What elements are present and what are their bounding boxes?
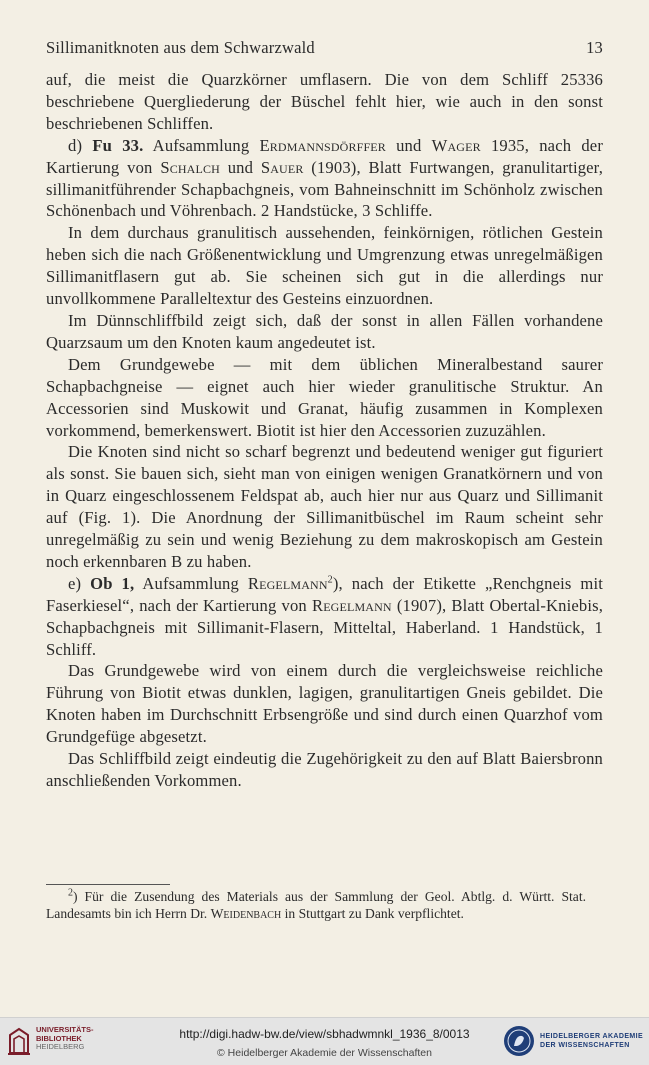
library-line: HEIDELBERG (36, 1042, 85, 1051)
paragraph-8: Das Grundgewebe wird von einem durch die vergleichsweise reichliche Führung von Biotit etwas dunklen, lagigen, granulitartigen Gneis gebildet. Die Knoten haben im Durchschnitt Erbsengröße und sind durch einen Quarzhof vom Grundgefüge abgesetzt. (46, 661, 603, 747)
text-run: ), nach der Etikette „Renchgneis mit Faserkiesel“, nach der Kartierung von (46, 573, 603, 615)
item-letter: d) (68, 135, 93, 155)
footnote-marker: 2 (68, 887, 73, 899)
specimen-label: Ob 1, (90, 573, 135, 593)
author-name: Weidenbach (210, 905, 282, 921)
copyright-notice: © Heidelberger Akademie der Wissenschaften (217, 1047, 432, 1059)
paragraph-5: Dem Grundgewebe — mit dem üblichen Mineralbestand saurer Schapbachgneise — eignet auch hier wieder granulitische Struktur. An Accessorien sind Muskowit und Granat, häufig zusammen in Komplexen vorkommend, bemerkenswert. Biotit ist hier den Accessorien zuzuzählen. (46, 354, 603, 440)
academy-seal-icon[interactable] (503, 1025, 535, 1057)
author-name: Schalch (160, 157, 220, 177)
text-run: Aufsammlung (134, 573, 248, 593)
author-name: Regelmann (311, 595, 392, 615)
author-name: Wager (431, 135, 481, 155)
footnote-text: ) Für die Zusendung des Materials aus der Sammlung der Geol. Abtlg. d. Württ. Stat. Landesamts bin ich Herrn Dr. (46, 889, 586, 921)
paragraph-4: Im Dünnschliffbild zeigt sich, daß der sonst in allen Fällen vorhandene Quarzsaum um den Knoten kaum angedeutet ist. (46, 310, 603, 352)
author-name: Erdmannsdörffer (259, 135, 386, 155)
text-run: und (219, 157, 261, 177)
text-run: (1903), Blatt Furtwangen, granulitartiger, sillimanitführender Schapbachgneis, vom Bahneinschnitt im Schönholz zwischen Schönenbach und Vöhrenbach. 2 Handstücke, 3 Schliffe. (46, 157, 603, 221)
library-line: BIBLIOTHEK (36, 1033, 82, 1043)
paragraph-2 (46, 135, 603, 223)
academy-line: HEIDELBERGER AKADEMIE (540, 1033, 644, 1040)
page-number: 13 (586, 38, 603, 57)
paragraph-3: In dem durchaus granulitisch aussehenden, feinkörnigen, rötlichen Gestein heben sich die nach Größenentwicklung und Umgrenzung etwas unregelmäßigen Sillimanitflasern gut ab. Sie scheinen sich gut in die allerdings nur unvollkommene Paralleltextur des Gesteins einzuordnen. (46, 223, 603, 309)
text-run: (1907), Blatt Obertal-Kniebis, Schapbachgneis mit Sillimanit-Flasern, Mitteltal, Haberland. 1 Handstück, 1 Schliff. (46, 595, 603, 659)
running-head (46, 38, 603, 60)
library-line: UNIVERSITÄTS- (36, 1025, 94, 1034)
running-title: Sillimanitknoten aus dem Schwarzwald (46, 38, 315, 57)
paragraph-6: Die Knoten sind nicht so scharf begrenzt und bedeutend weniger gut figuriert als sonst. Sie bauen sich, sieht man von einigen wenigen Granatkörnern und von in Quarz eingeschlossenem Feldspat ab, auch hier nur aus Quarz und Sillimanit auf (Fig. 1). Die Anordnung der Sillimanitbüschel im Raum scheint sehr unregelmäßig zu sein und wenig Beziehung zu dem makroskopisch am Gestein noch erkennbaren B zu haben. (46, 442, 603, 571)
author-name: Sauer (260, 157, 304, 177)
footnote (46, 889, 586, 922)
footnote-rule (46, 884, 170, 885)
body-text (46, 69, 603, 792)
academy-line: DER WISSENSCHAFTEN (540, 1042, 630, 1049)
text-run: und (385, 135, 432, 155)
paragraph-9: Das Schliffbild zeigt eindeutig die Zugehörigkeit zu den auf Blatt Baiersbronn anschließenden Vorkommen. (46, 749, 603, 790)
author-name: Regelmann (247, 573, 328, 593)
specimen-label: Fu 33. (92, 135, 144, 155)
permalink-url[interactable]: http://digi.hadw-bw.de/view/sbhadwmnkl_1936_8/0013 (179, 1027, 470, 1041)
item-letter: e) (68, 573, 91, 593)
text-run: 1935, nach der Kartierung von (46, 135, 603, 177)
academy-name[interactable] (540, 1032, 643, 1050)
paragraph-1: auf, die meist die Quarzkörner umflasern. Die von dem Schliff 25336 beschriebene Quergliederung der Büschel fehlt hier, wie auch in den sonst beschriebenen Schliffen. (46, 70, 603, 133)
footnote-text: in Stuttgart zu Dank verpflichtet. (281, 905, 464, 921)
viewer-footer (0, 1017, 649, 1065)
text-run: Aufsammlung (143, 135, 260, 155)
footnote-ref: 2 (327, 574, 333, 586)
paragraph-7 (46, 573, 603, 661)
